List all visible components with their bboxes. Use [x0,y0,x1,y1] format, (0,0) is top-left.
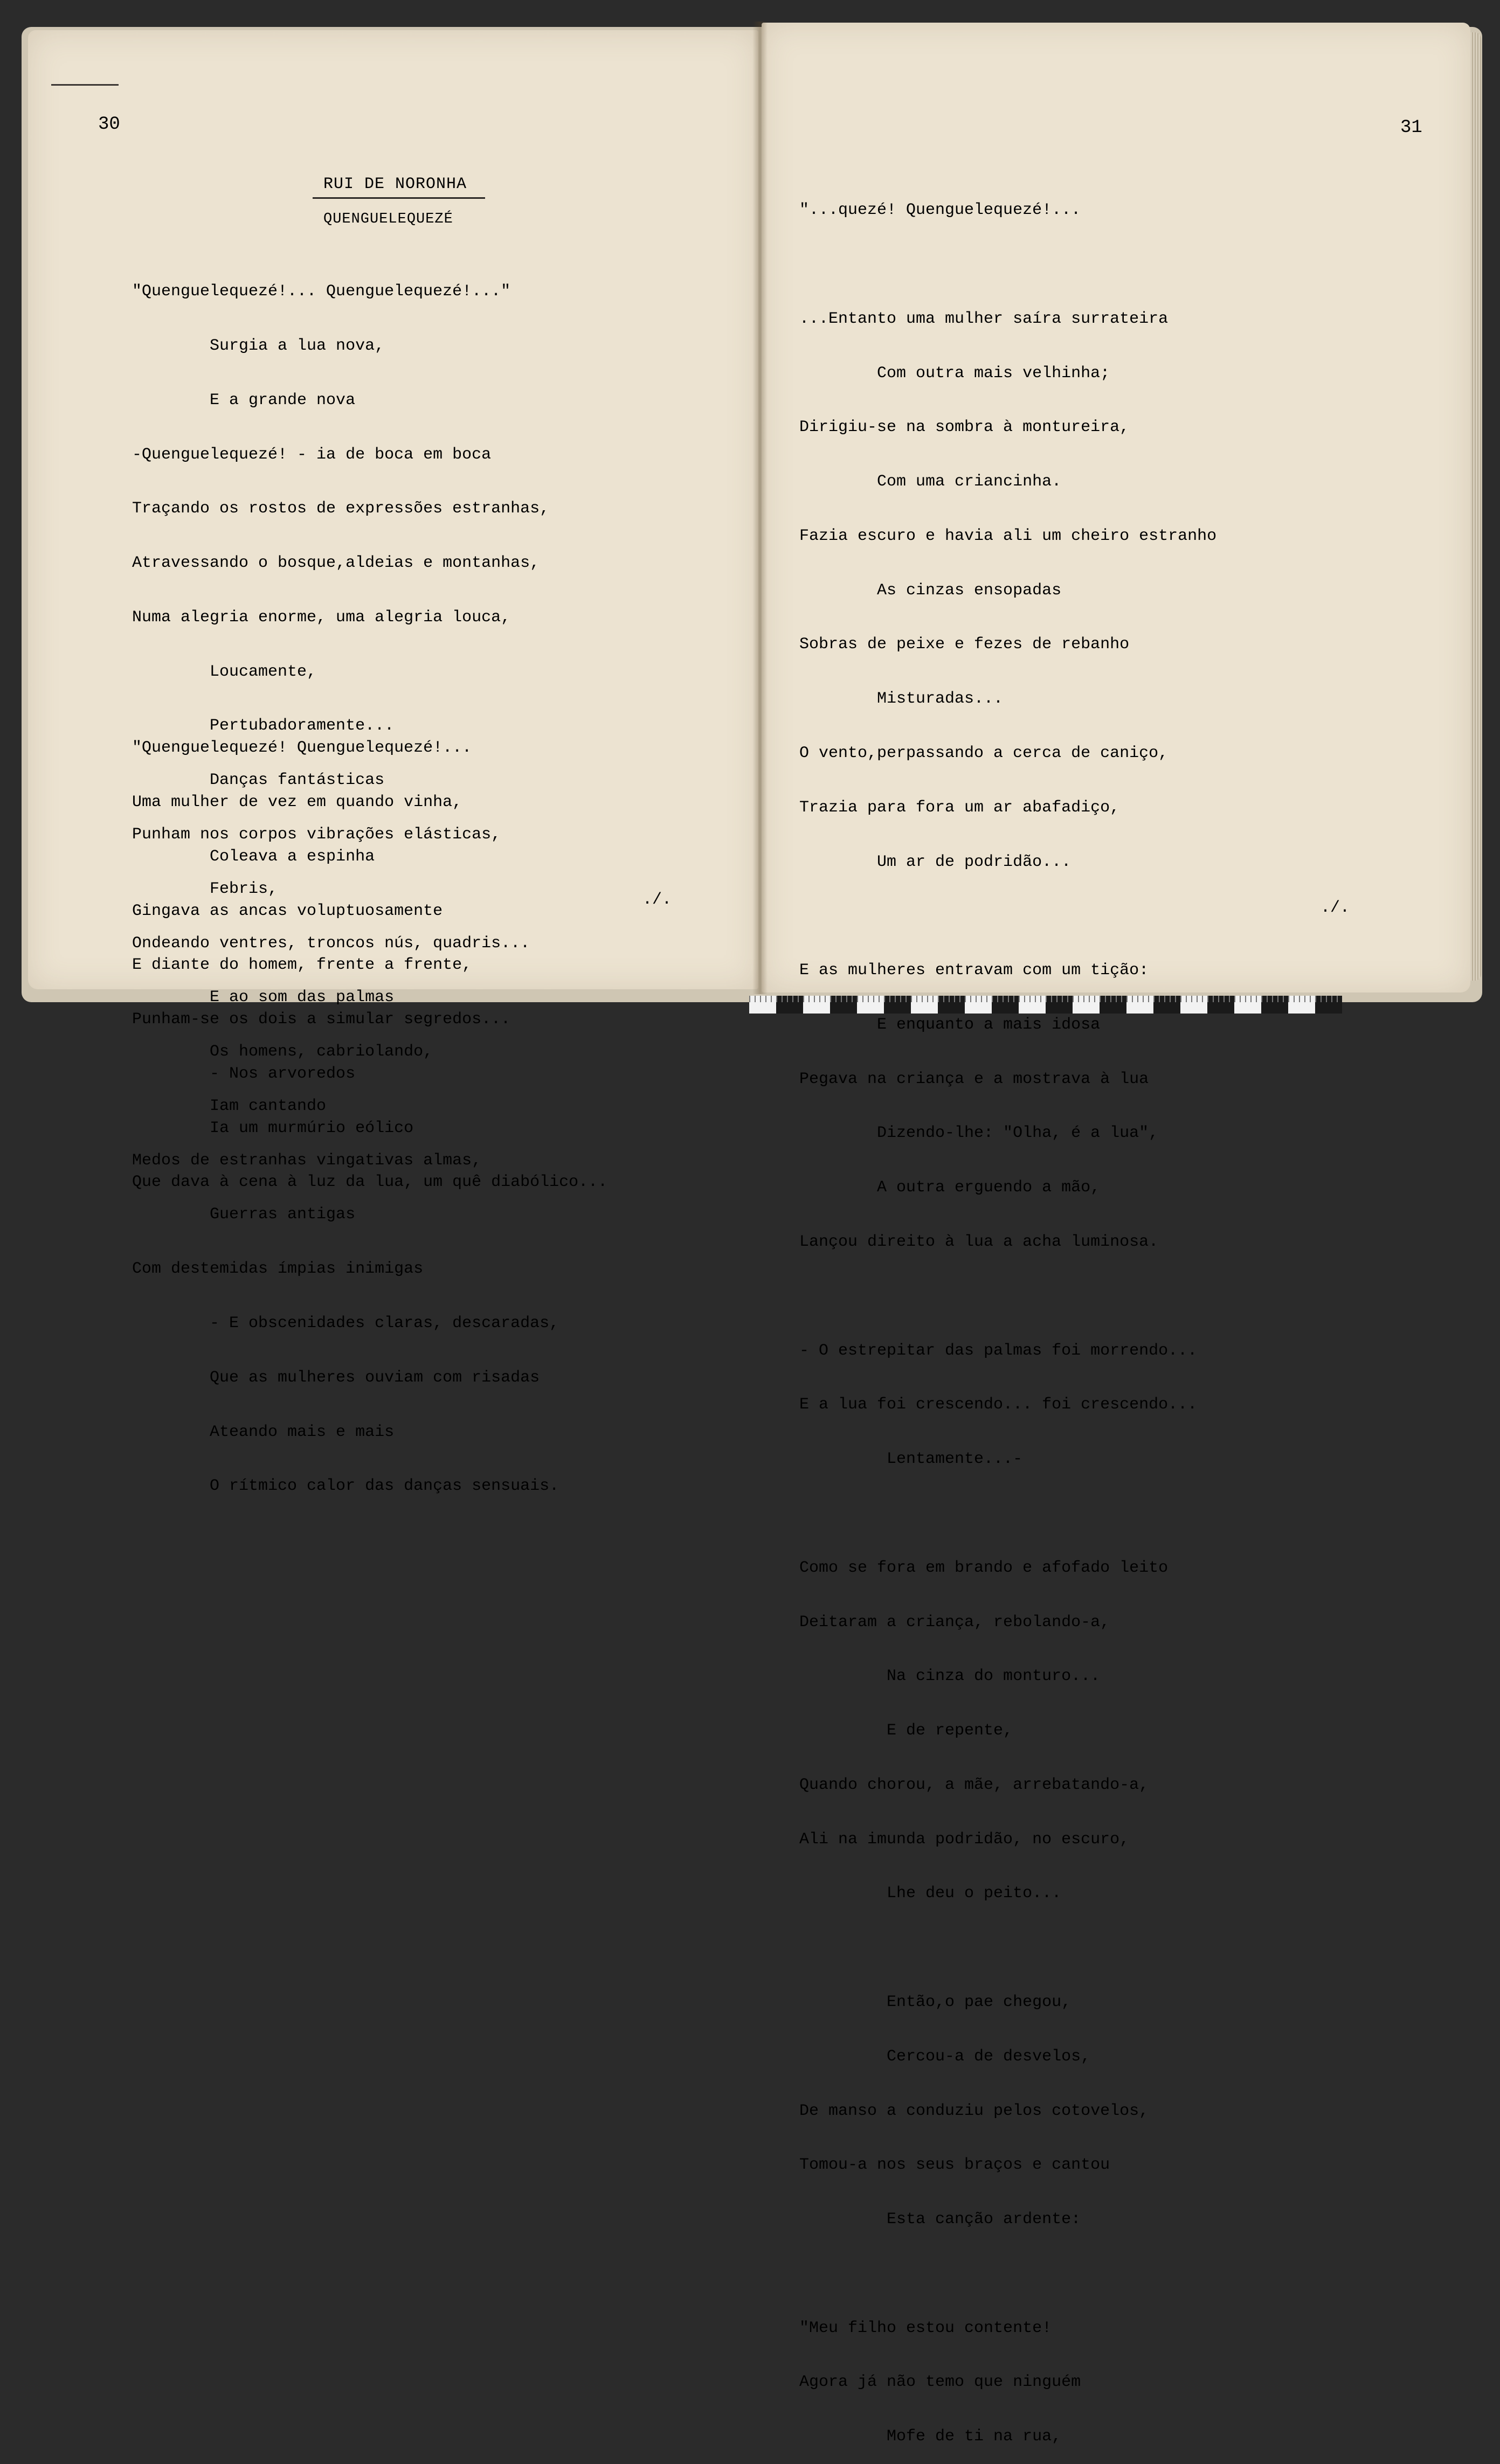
poem-line: Agora já não temo que ninguém [799,2373,1081,2392]
poem-line: E a lua foi crescendo... foi crescendo... [799,1396,1198,1414]
left-stanza-2 [132,703,607,1210]
poem-line: Com destemidas ímpias inimigas [132,1260,424,1279]
poem-line [799,256,1216,274]
poem-line: As cinzas ensopadas [799,581,1062,600]
poem-line: Ondeando ventres, troncos nús, quadris... [132,934,530,953]
poem-line: Os homens, cabriolando, [132,1043,433,1061]
poem-line: Uma mulher de vez em quando vinha, [132,793,462,811]
poem-line: - E obscenidades claras, descaradas, [132,1314,559,1333]
poem-line: A outra erguendo a mão, [799,1178,1101,1197]
poem-line: Tomou-a nos seus braços e cantou [799,2156,1110,2175]
poem-line: Dizendo-lhe: "Olha, é a lua", [799,1124,1159,1143]
poem-line [799,1288,1216,1306]
poem-line: Um ar de podridão... [799,852,1072,871]
poem-line: Guerras antigas [132,1205,356,1224]
poem-line: Medos de estranhas vingativas almas, [132,1151,482,1170]
pencil-dash [51,84,119,86]
poem-line [799,907,1216,926]
poem-line: Lentamente...- [799,1450,1023,1469]
poem-line: Com outra mais velhinha; [799,364,1110,383]
poem-line: Surgia a lua nova, [132,336,385,355]
poem-line: Traçando os rostos de expressões estranhas, [132,499,550,518]
poem-line: Que as mulheres ouviam com risadas [132,1368,540,1387]
poem-line: E as mulheres entravam com um tição: [799,961,1149,980]
poem-line: Ateando mais e mais [132,1422,395,1441]
poem-line: Cercou-a de desvelos, [799,2047,1091,2066]
right-page-text [799,165,1216,2464]
poem-line: Iam cantando [132,1096,327,1115]
poem-line: Misturadas... [799,690,1004,709]
poem-line: -Quenguelequezé! - ia de boca em boca [132,445,492,464]
poem-line: Danças fantásticas [132,771,385,790]
left-continuation-mark: ./. [642,891,672,909]
poem-line: O rítmico calor das danças sensuais. [132,1477,559,1496]
poem-line: Gingava as ancas voluptuosamente [132,901,443,920]
scale-ticks [749,996,1342,1002]
poem-line: Na cinza do monturo... [799,1667,1101,1686]
poem-line [799,2265,1216,2283]
poem-line: Que dava à cena à luz da lua, um quê diabólico... [132,1173,608,1192]
poem-line: Deitaram a criança, rebolando-a, [799,1613,1110,1632]
poem-line: Febris, [132,879,278,898]
poem-line: Como se fora em brando e afofado leito [799,1558,1169,1577]
right-continuation-mark: ./. [1321,899,1350,917]
poem-line: "Quenguelequezé!... Quenguelequezé!..." [132,282,511,301]
author-underline [313,197,485,199]
poem-line: E ao som das palmas [132,988,395,1007]
poem-line: Atravessando o bosque,aldeias e montanhas, [132,554,540,573]
poem-line: E de repente, [799,1722,1013,1740]
poem-line: Pegava na criança e a mostrava à lua [799,1070,1149,1088]
poem-line: Numa alegria enorme, uma alegria louca, [132,608,511,627]
author-heading: RUI DE NORONHA [323,175,467,193]
poem-line: Sobras de peixe e fezes de rebanho [799,635,1130,654]
poem-line: De manso a conduziu pelos cotovelos, [799,2101,1149,2120]
poem-line: E a grande nova [132,391,356,409]
poem-line: Pertubadoramente... [132,717,395,735]
poem-line: "Quenguelequezé! Quenguelequezé!... [132,739,472,758]
poem-line: E diante do homem, frente a frente, [132,956,472,975]
poem-line: Lançou direito à lua a acha luminosa. [799,1233,1159,1252]
right-page-number: 31 [1400,117,1422,138]
page-edges [1470,32,1481,981]
poem-line: - Nos arvoredos [132,1064,356,1083]
poem-line: Punham-se os dois a simular segredos... [132,1010,511,1029]
left-page-number: 30 [98,114,120,135]
poem-line [799,1939,1216,1958]
poem-line: Ali na imunda podridão, no escuro, [799,1830,1130,1849]
poem-line: "Meu filho estou contente! [799,2319,1052,2337]
poem-line: Dirigiu-se na sombra à montureira, [799,418,1130,437]
poem-line: Coleava a espinha [132,847,375,866]
poem-line: "...quezé! Quenguelequezé!... [799,201,1081,220]
poem-line: E enquanto a mais idosa [799,1015,1101,1034]
poem-line: Esta canção ardente: [799,2210,1081,2229]
poem-line: Então,o pae chegou, [799,1993,1072,2011]
poem-line: Com uma criancinha. [799,473,1062,491]
poem-line: Mofe de ti na rua, [799,2427,1062,2446]
poem-title: QUENGUELEQUEZÉ [323,211,453,227]
poem-line: ...Entanto uma mulher saíra surrateira [799,309,1169,328]
poem-line: O vento,perpassando a cerca de caniço, [799,744,1169,762]
book-gutter [752,22,768,994]
poem-line: - O estrepitar das palmas foi morrendo... [799,1341,1198,1360]
poem-line: Punham nos corpos vibrações elásticas, [132,825,501,844]
poem-line: Lhe deu o peito... [799,1884,1062,1903]
poem-line: Quando chorou, a mãe, arrebatando-a, [799,1775,1149,1794]
poem-line: Loucamente, [132,662,317,681]
poem-line [799,1505,1216,1523]
poem-line: Fazia escuro e havia ali um cheiro estranho [799,526,1217,545]
poem-line: Ia um murmúrio eólico [132,1119,414,1137]
poem-line: Trazia para fora um ar abafadiço, [799,798,1120,817]
